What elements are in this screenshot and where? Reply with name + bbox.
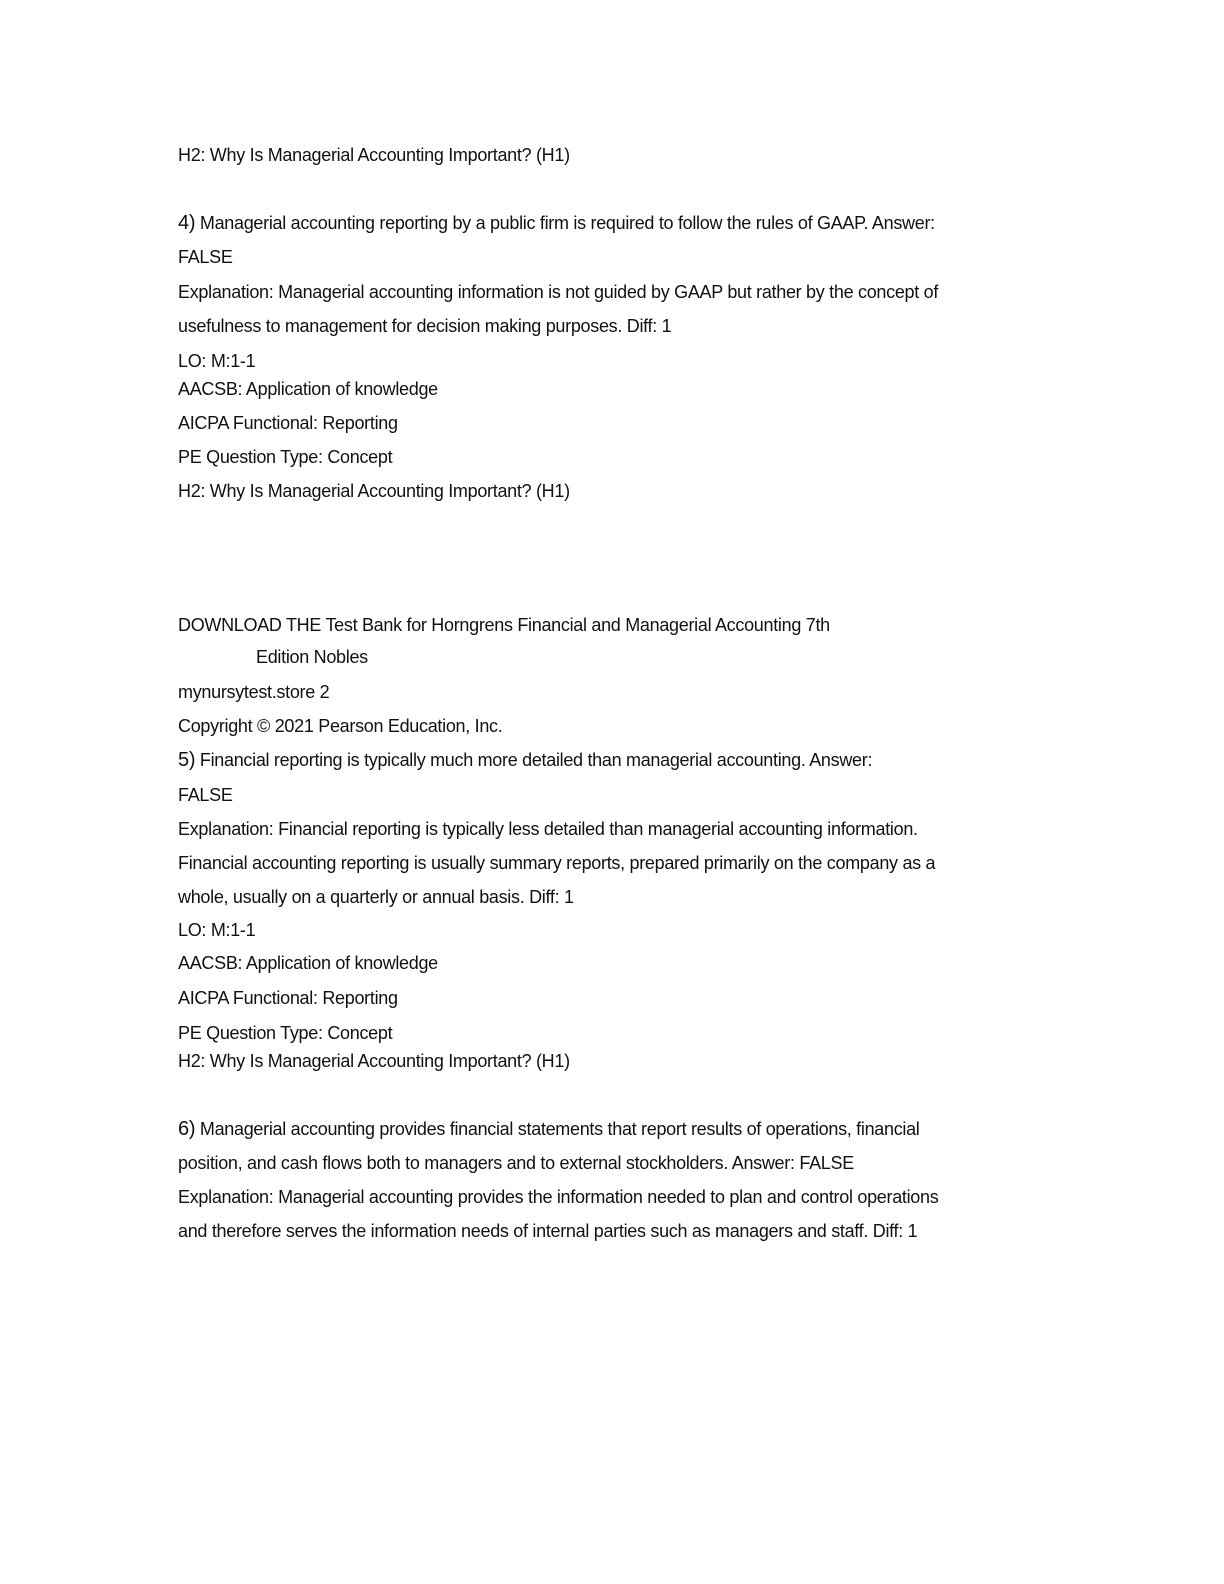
copyright: Copyright © 2021 Pearson Education, Inc. xyxy=(178,716,503,736)
question-5-explanation-2: Financial accounting reporting is usually summary reports, prepared primarily on the company as a xyxy=(178,853,936,873)
question-5-pe-type: PE Question Type: Concept xyxy=(178,1023,393,1043)
download-banner-line-1: DOWNLOAD THE Test Bank for Horngrens Financial and Managerial Accounting 7th xyxy=(178,615,830,635)
question-4-explanation-2: usefulness to management for decision making purposes. Diff: 1 xyxy=(178,316,672,336)
question-4-aicpa: AICPA Functional: Reporting xyxy=(178,413,398,433)
question-5-lo: LO: M:1-1 xyxy=(178,920,256,940)
question-5-line-1 xyxy=(178,749,872,771)
question-6-explanation-2: and therefore serves the information needs of internal parties such as managers and staff. Diff: 1 xyxy=(178,1221,918,1241)
download-banner-line-2: Edition Nobles xyxy=(256,647,368,667)
question-5-h2: H2: Why Is Managerial Accounting Important? (H1) xyxy=(178,1051,570,1071)
question-4-explanation-1: Explanation: Managerial accounting information is not guided by GAAP but rather by the concept of xyxy=(178,282,939,302)
question-4-aacsb: AACSB: Application of knowledge xyxy=(178,379,438,399)
question-5-explanation-1: Explanation: Financial reporting is typically less detailed than managerial accounting information. xyxy=(178,819,918,839)
site-footer: mynursytest.store 2 xyxy=(178,682,330,702)
question-text: Financial reporting is typically much more detailed than managerial accounting. Answer: xyxy=(199,750,873,770)
question-6-line-1 xyxy=(178,1118,920,1140)
question-text: Managerial accounting provides financial statements that report results of operations, financial xyxy=(199,1119,920,1139)
question-number: 6) xyxy=(178,1118,196,1140)
question-4-lo: LO: M:1-1 xyxy=(178,351,256,371)
section-heading: H2: Why Is Managerial Accounting Important? (H1) xyxy=(178,145,570,165)
question-number: 4) xyxy=(178,212,196,234)
question-6-explanation-1: Explanation: Managerial accounting provides the information needed to plan and control operations xyxy=(178,1187,939,1207)
question-4-line-1 xyxy=(178,212,935,234)
question-5-aicpa: AICPA Functional: Reporting xyxy=(178,988,398,1008)
question-5-explanation-3: whole, usually on a quarterly or annual basis. Diff: 1 xyxy=(178,887,574,907)
question-4-pe-type: PE Question Type: Concept xyxy=(178,447,393,467)
question-text: Managerial accounting reporting by a public firm is required to follow the rules of GAAP. Answer: xyxy=(199,213,935,233)
question-4-answer: FALSE xyxy=(178,247,233,267)
question-4-h2: H2: Why Is Managerial Accounting Important? (H1) xyxy=(178,481,570,501)
question-6-line-2: position, and cash flows both to managers and to external stockholders. Answer: FALSE xyxy=(178,1153,854,1173)
question-number: 5) xyxy=(178,749,196,771)
question-5-answer: FALSE xyxy=(178,785,233,805)
question-5-aacsb: AACSB: Application of knowledge xyxy=(178,953,438,973)
